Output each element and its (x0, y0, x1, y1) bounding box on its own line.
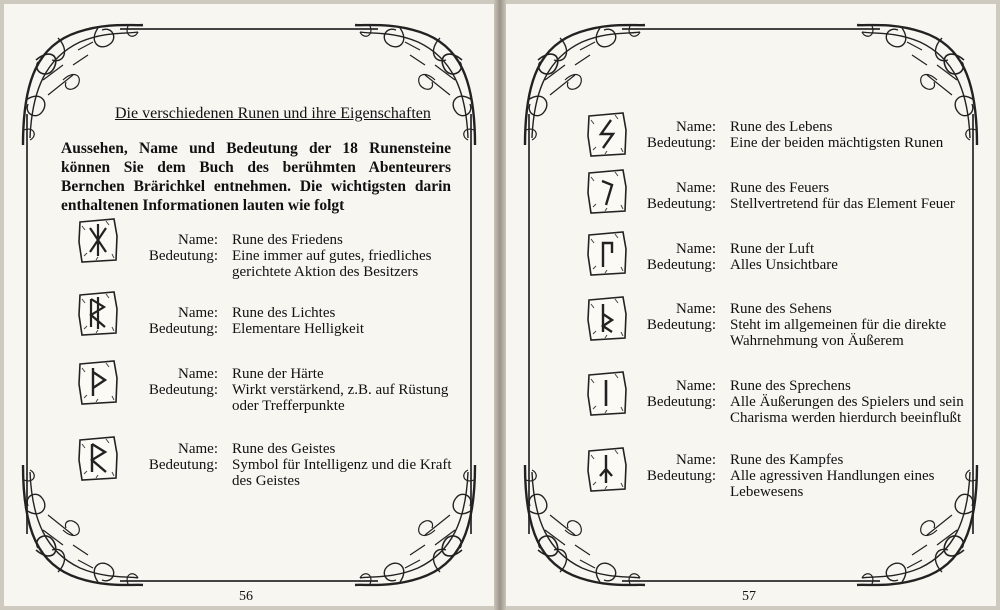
rune-meaning: Alle agressiven Handlungen eines (730, 468, 935, 484)
ornament-bottom-right-icon (350, 460, 480, 590)
frame-top-line (120, 28, 378, 30)
rune-name: Rune des Sprechens (730, 378, 851, 394)
meaning-label: Bedeutung: (646, 317, 716, 333)
name-label: Name: (676, 452, 716, 468)
name-label: Name: (676, 301, 716, 317)
ornament-top-left-icon (18, 20, 148, 150)
name-label: Name: (178, 232, 218, 248)
name-label: Name: (178, 305, 218, 321)
name-label: Name: (676, 241, 716, 257)
rune-meaning-cont: Lebewesens (730, 484, 804, 500)
ornament-top-right-icon (350, 20, 480, 150)
frame-bottom-line (622, 580, 880, 582)
rune-meaning-cont: Wahrnehmung von Äußerem (730, 333, 904, 349)
meaning-label: Bedeutung: (646, 135, 716, 151)
rune-name: Rune des Geistes (232, 441, 336, 457)
rune-name: Rune des Kampfes (730, 452, 844, 468)
rune-meaning-cont: gerichtete Aktion des Besitzers (232, 264, 419, 280)
rune-meaning-cont: des Geistes (232, 473, 300, 489)
rune-meaning-cont: Charisma werden hierdurch beeinflußt (730, 410, 962, 426)
rune-name: Rune des Feuers (730, 180, 830, 196)
name-label: Name: (178, 441, 218, 457)
meaning-label: Bedeutung: (646, 196, 716, 212)
rune-meaning-cont: oder Trefferpunkte (232, 398, 345, 414)
ornament-top-right-icon (852, 20, 982, 150)
rune-meaning: Alle Äußerungen des Spielers und sein (730, 394, 964, 410)
right-page (506, 4, 996, 606)
frame-bottom-line (120, 580, 378, 582)
rune-name: Rune des Lebens (730, 119, 833, 135)
rune-meaning: Wirkt verstärkend, z.B. auf Rüstung (232, 382, 449, 398)
rune-name: Rune der Luft (730, 241, 815, 257)
rune-meaning: Symbol für Intelligenz und die Kraft (232, 457, 452, 473)
rune-name: Rune des Sehens (730, 301, 832, 317)
rune-meaning: Alles Unsichtbare (730, 257, 838, 273)
meaning-label: Bedeutung: (646, 394, 716, 410)
meaning-label: Bedeutung: (148, 321, 218, 337)
meaning-label: Bedeutung: (148, 382, 218, 398)
name-label: Name: (676, 180, 716, 196)
frame-top-line (622, 28, 880, 30)
intro-paragraph: Aussehen, Name und Bedeutung der 18 Runensteine können Sie dem Buch des berühmten Abenteurers Bernchen Brärichkel entnehmen. Die wichtigsten darin enthaltenen Informationen lauten wie folgt (61, 140, 451, 214)
rune-meaning: Elementare Helligkeit (232, 321, 365, 337)
meaning-label: Bedeutung: (646, 468, 716, 484)
page-title: Die verschiedenen Runen und ihre Eigenschaften (115, 105, 431, 122)
page-number: 56 (239, 589, 253, 604)
meaning-label: Bedeutung: (148, 248, 218, 264)
name-label: Name: (676, 119, 716, 135)
rune-name: Rune des Lichtes (232, 305, 336, 321)
rune-meaning: Stellvertretend für das Element Feuer (730, 196, 955, 212)
rune-name: Rune der Härte (232, 366, 324, 382)
page-number: 57 (742, 589, 756, 604)
rune-meaning: Eine der beiden mächtigsten Runen (730, 135, 944, 151)
rune-meaning: Steht im allgemeinen für die direkte (730, 317, 947, 333)
meaning-label: Bedeutung: (148, 457, 218, 473)
rune-name: Rune des Friedens (232, 232, 343, 248)
name-label: Name: (178, 366, 218, 382)
name-label: Name: (676, 378, 716, 394)
book-gutter (494, 0, 506, 610)
meaning-label: Bedeutung: (646, 257, 716, 273)
rune-meaning: Eine immer auf gutes, friedliches (232, 248, 432, 264)
left-page (4, 4, 494, 606)
